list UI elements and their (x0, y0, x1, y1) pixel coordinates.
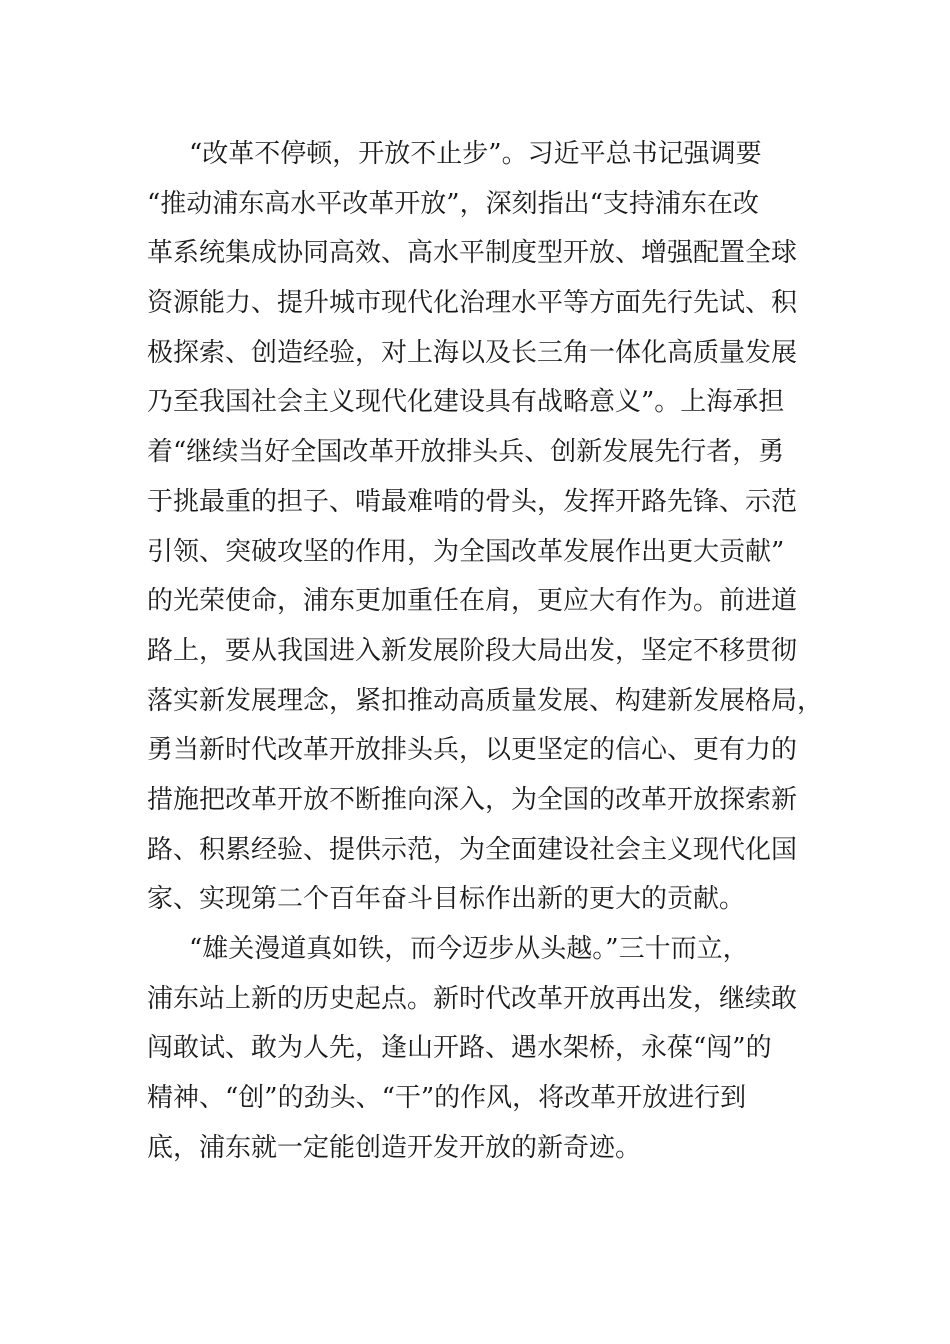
paragraph-line: 引领、突破攻坚的作用，为全国改革发展作出更大贡献” (147, 536, 785, 567)
paragraph-line: 乃至我国社会主义现代化建设具有战略意义”。上海承担 (147, 387, 785, 418)
paragraph-line: 资源能力、提升城市现代化治理水平等方面先行先试、积 (147, 288, 798, 319)
paragraph-1 (147, 130, 824, 925)
paragraph-line: “推动浦东高水平改革开放”，深刻指出“支持浦东在改 (147, 188, 759, 219)
paragraph-line: 精神、“创”的劲头、“干”的作风，将改革开放进行到 (147, 1083, 747, 1114)
paragraph-line: 闯敢试、敢为人先，逢山开路、遇水架桥，永葆“闯”的 (147, 1033, 772, 1064)
paragraph-line: 革系统集成协同高效、高水平制度型开放、增强配置全球 (147, 238, 798, 269)
paragraph-line: 路上，要从我国进入新发展阶段大局出发，坚定不移贯彻 (147, 635, 798, 666)
paragraph-line: “雄关漫道真如铁，而今迈步从头越。”三十而立， (189, 934, 749, 964)
document-body (147, 130, 824, 1173)
paragraph-line: 家、实现第二个百年奋斗目标作出新的更大的贡献。 (147, 884, 746, 915)
paragraph-line: 底，浦东就一定能创造开发开放的新奇迹。 (147, 1132, 642, 1163)
paragraph-line: 勇当新时代改革开放排头兵，以更坚定的信心、更有力的 (147, 735, 798, 766)
paragraph-line: 于挑最重的担子、啃最难啃的骨头，发挥开路先锋、示范 (147, 486, 798, 517)
paragraph-line: 路、积累经验、提供示范，为全面建设社会主义现代化国 (147, 834, 798, 865)
paragraph-line: 措施把改革开放不断推向深入，为全国的改革开放探索新 (147, 784, 798, 815)
paragraph-2 (147, 925, 797, 1173)
paragraph-line: 的光荣使命，浦东更加重任在肩，更应大有作为。前进道 (147, 586, 798, 617)
paragraph-line: 浦东站上新的历史起点。新时代改革开放再出发，继续敢 (147, 983, 798, 1014)
paragraph-line: 落实新发展理念，紧扣推动高质量发展、构建新发展格局， (147, 685, 824, 716)
paragraph-line: 极探索、创造经验，对上海以及长三角一体化高质量发展 (147, 337, 798, 368)
paragraph-line: “改革不停顿，开放不止步”。习近平总书记强调要 (189, 139, 762, 169)
paragraph-line: 着“继续当好全国改革开放排头兵、创新发展先行者，勇 (147, 437, 785, 468)
